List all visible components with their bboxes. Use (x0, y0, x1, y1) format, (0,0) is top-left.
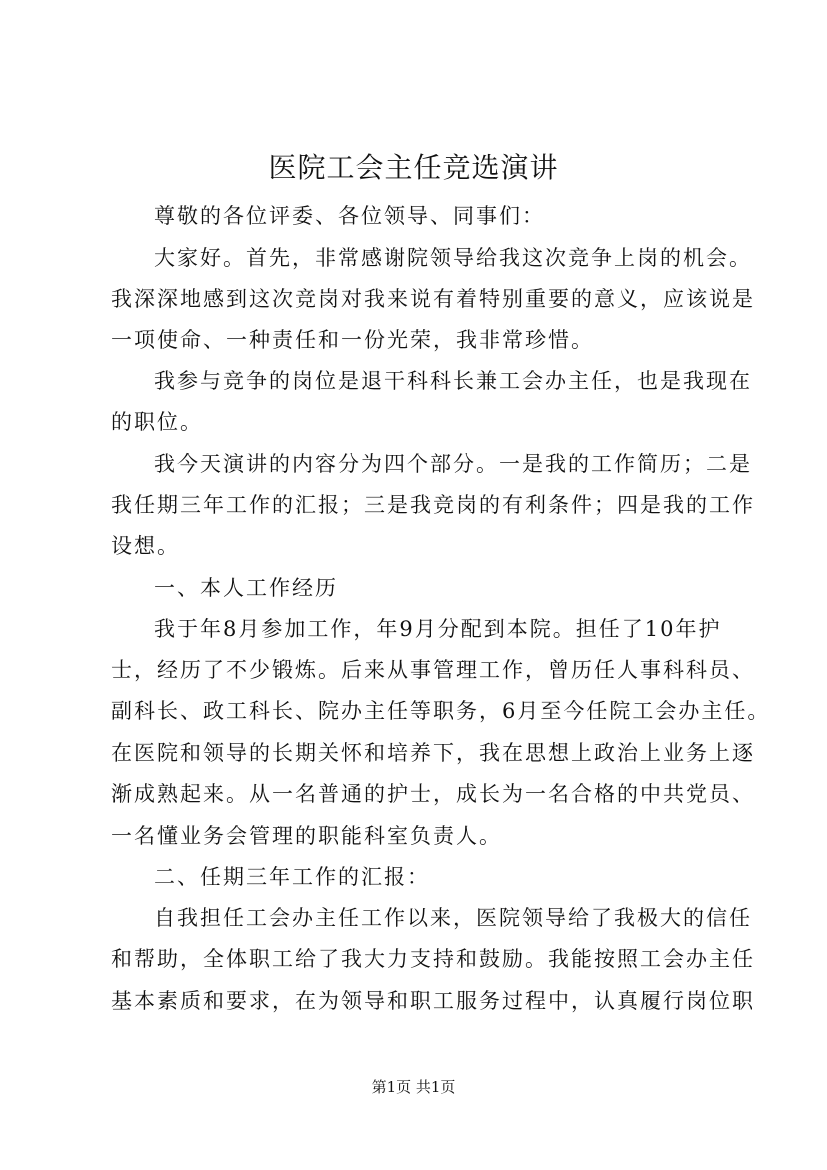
text-line: 我深深地感到这次竞岗对我来说有着特别重要的意义，应该说是 (111, 287, 755, 311)
text-line: 基本素质和要求，在为领导和职工服务过程中，认真履行岗位职 (111, 989, 755, 1013)
text-line: 的职位。 (111, 410, 203, 434)
text-line: 渐成熟起来。从一名普通的护士，成长为一名合格的中共党员、 (111, 782, 755, 806)
text-line: 设想。 (111, 534, 180, 558)
text-line: 在医院和领导的长期关怀和培养下，我在思想上政治上业务上逐 (111, 741, 755, 765)
text-line: 士，经历了不少锻炼。后来从事管理工作，曾历任人事科科员、 (111, 658, 755, 682)
text-line: 一项使命、一种责任和一份光荣，我非常珍惜。 (111, 328, 594, 352)
section-heading: 一、本人工作经历 (154, 576, 338, 600)
text-line: 我任期三年工作的汇报；三是我竞岗的有利条件；四是我的工作 (111, 493, 755, 517)
text-line: 副科长、政工科长、院办主任等职务，6月至今任院工会办主任。 (111, 699, 771, 723)
text-line: 我参与竞争的岗位是退干科科长兼工会办主任，也是我现在 (154, 369, 752, 393)
document-title: 医院工会主任竞选演讲 (268, 151, 559, 184)
page-footer: 第1页 共1页 (371, 1078, 456, 1096)
text-line: 我今天演讲的内容分为四个部分。一是我的工作简历；二是 (154, 452, 752, 476)
section-heading: 二、任期三年工作的汇报： (154, 865, 430, 889)
text-line: 大家好。首先，非常感谢院领导给我这次竞争上岗的机会。 (154, 246, 752, 270)
text-line: 尊敬的各位评委、各位领导、同事们： (154, 204, 545, 228)
text-line: 我于年8月参加工作，年9月分配到本院。担任了10年护 (154, 617, 722, 641)
text-line: 和帮助，全体职工给了我大力支持和鼓励。我能按照工会办主任 (111, 947, 755, 971)
text-line: 自我担任工会办主任工作以来，医院领导给了我极大的信任 (154, 906, 752, 930)
text-line: 一名懂业务会管理的职能科室负责人。 (111, 824, 502, 848)
